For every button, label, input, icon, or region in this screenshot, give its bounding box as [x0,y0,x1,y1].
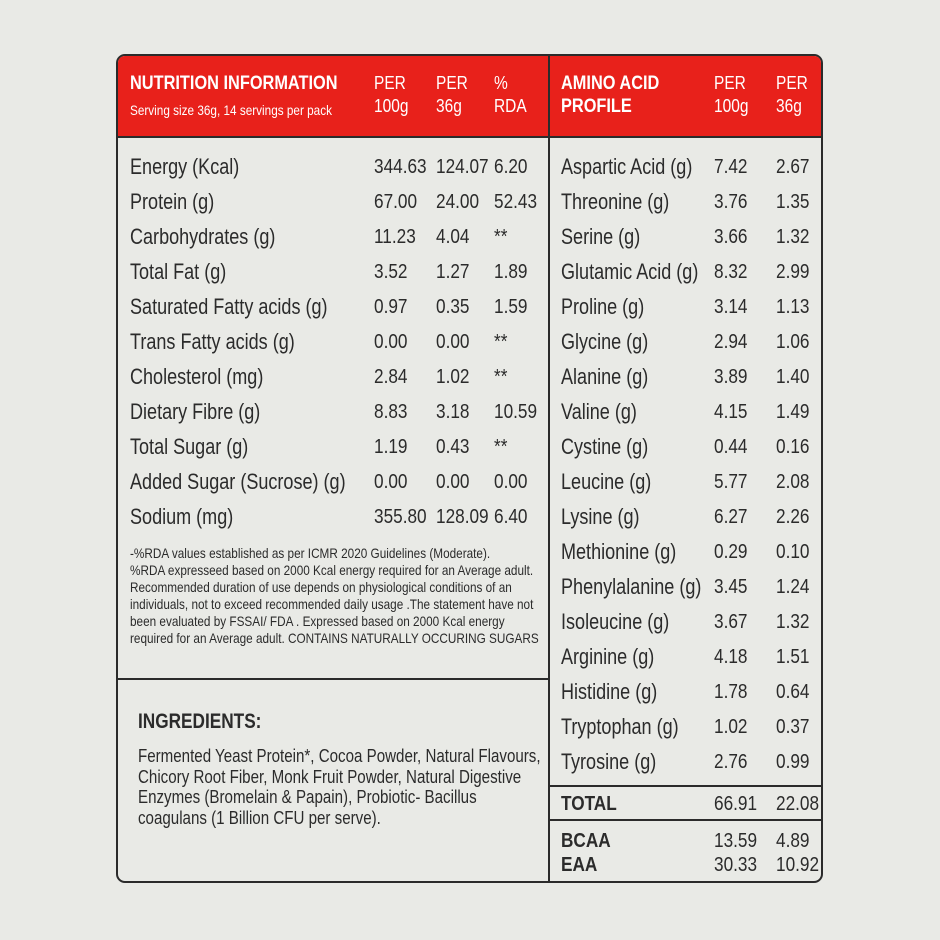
amino-per100: 3.67 [714,611,748,633]
nutrient-per36: 0.43 [436,436,470,458]
nutrient-rda: 1.59 [494,296,528,318]
serving-size: Serving size 36g, 14 servings per pack [130,102,332,118]
col-header-per100-line2: 100g [374,96,409,116]
amino-col-per100-line2: 100g [714,96,749,116]
amino-label: Lysine (g) [561,504,640,529]
nutrient-per36: 24.00 [436,191,480,213]
amino-per100: 6.27 [714,506,748,528]
amino-per36: 0.10 [776,541,810,563]
nutrient-label: Cholesterol (mg) [130,364,264,389]
eaa-per36: 10.92 [776,854,820,876]
amino-per100: 0.29 [714,541,748,563]
nutrient-per100: 67.00 [374,191,418,213]
amino-label: Valine (g) [561,399,637,424]
amino-label: Leucine (g) [561,469,652,494]
amino-per100: 3.14 [714,296,748,318]
nutrient-per100: 8.83 [374,401,408,423]
nutrient-per36: 1.27 [436,261,470,283]
nutrient-label: Added Sugar (Sucrose) (g) [130,469,346,494]
nutrient-rda: 10.59 [494,401,538,423]
nutrient-per36: 0.35 [436,296,470,318]
nutrient-per100: 2.84 [374,366,408,388]
nutrient-label: Carbohydrates (g) [130,224,276,249]
amino-label: Glutamic Acid (g) [561,259,699,284]
amino-per100: 4.18 [714,646,748,668]
nutrient-label: Trans Fatty acids (g) [130,329,295,354]
amino-per36: 0.37 [776,716,810,738]
note-line: %RDA expresseed based on 2000 Kcal energy required for an Average adult. [130,562,534,578]
amino-label: Glycine (g) [561,329,649,354]
amino-per36: 2.67 [776,156,810,178]
col-header-per36-line1: PER [436,73,468,93]
nutrient-per100: 0.00 [374,331,408,353]
col-header-per36-line2: 36g [436,96,462,116]
amino-title-line1: AMINO ACID [561,73,660,94]
nutrient-label: Total Fat (g) [130,259,227,284]
amino-per36: 1.49 [776,401,810,423]
nutrient-label: Energy (Kcal) [130,154,240,179]
nutrient-per36: 0.00 [436,471,470,493]
nutrient-per100: 1.19 [374,436,408,458]
amino-label: Isoleucine (g) [561,609,670,634]
amino-per100: 4.15 [714,401,748,423]
nutrient-rda: ** [494,331,508,353]
amino-label: Methionine (g) [561,539,677,564]
amino-per36: 1.40 [776,366,810,388]
total-per36: 22.08 [776,793,820,815]
nutrient-per36: 4.04 [436,226,470,248]
amino-per100: 3.45 [714,576,748,598]
amino-label: Cystine (g) [561,434,649,459]
nutrient-per100: 11.23 [374,226,416,248]
total-label: TOTAL [561,793,617,815]
eaa-label: EAA [561,854,598,876]
nutrient-label: Dietary Fibre (g) [130,399,261,424]
amino-per100: 3.89 [714,366,748,388]
nutrient-per100: 344.63 [374,156,427,178]
ingredient-line: Fermented Yeast Protein*, Cocoa Powder, Natural Flavours, [138,746,541,766]
note-line: -%RDA values established as per ICMR 2020 Guidelines (Moderate). [130,545,491,561]
amino-label: Arginine (g) [561,644,655,669]
amino-title-line2: PROFILE [561,96,632,117]
amino-label: Histidine (g) [561,679,658,704]
nutrient-per100: 0.97 [374,296,408,318]
amino-per100: 3.76 [714,191,748,213]
nutrient-rda: ** [494,366,508,388]
nutrient-per100: 3.52 [374,261,408,283]
amino-label: Alanine (g) [561,364,649,389]
amino-label: Tyrosine (g) [561,749,657,774]
amino-per100: 3.66 [714,226,748,248]
nutrient-label: Protein (g) [130,189,215,214]
amino-per36: 2.08 [776,471,810,493]
amino-label: Aspartic Acid (g) [561,154,693,179]
total-divider-bottom [549,819,823,821]
amino-label: Phenylalanine (g) [561,574,702,599]
nutrient-label: Saturated Fatty acids (g) [130,294,328,319]
ingredient-line: Enzymes (Bromelain & Papain), Probiotic- Bacillus [138,787,477,807]
nutrient-per36: 3.18 [436,401,470,423]
amino-per100: 1.78 [714,681,748,703]
amino-per36: 1.32 [776,226,810,248]
nutrient-per100: 0.00 [374,471,408,493]
nutrient-rda: 6.40 [494,506,528,528]
note-line: individuals, not to exceed recommended daily usage .The statement have not [130,596,534,612]
bcaa-per100: 13.59 [714,830,758,852]
amino-per36: 1.51 [776,646,810,668]
section-divider [118,678,549,680]
amino-label: Serine (g) [561,224,641,249]
total-per100: 66.91 [714,793,758,815]
ingredient-line: Chicory Root Fiber, Monk Fruit Powder, Natural Digestive [138,766,522,787]
amino-per36: 1.06 [776,331,810,353]
column-divider [548,56,550,881]
amino-per36: 2.99 [776,261,810,283]
col-header-rda-line2: RDA [494,96,527,116]
amino-per100: 2.94 [714,331,748,353]
nutrient-per36: 124.07 [436,156,489,178]
bcaa-label: BCAA [561,830,611,852]
amino-per100: 5.77 [714,471,748,493]
nutrient-rda: 1.89 [494,261,528,283]
note-line: required for an Average adult. CONTAINS NATURALLY OCCURING SUGARS [130,630,539,646]
amino-per100: 1.02 [714,716,748,738]
eaa-per100: 30.33 [714,854,758,876]
nutrient-per36: 128.09 [436,506,489,528]
amino-col-per36-line1: PER [776,73,808,93]
nutrient-rda: ** [494,226,508,248]
amino-per36: 0.16 [776,436,810,458]
amino-per100: 2.76 [714,751,748,773]
amino-per36: 1.24 [776,576,810,598]
amino-per36: 1.13 [776,296,810,318]
nutrition-title: NUTRITION INFORMATION [130,73,338,94]
nutrient-label: Total Sugar (g) [130,434,249,459]
amino-col-per100-line1: PER [714,73,746,93]
amino-per100: 0.44 [714,436,748,458]
nutrient-rda: 52.43 [494,191,538,213]
amino-label: Threonine (g) [561,189,670,214]
nutrition-label-panel [116,54,823,883]
nutrient-rda: 0.00 [494,471,528,493]
amino-per36: 0.64 [776,681,810,703]
amino-label: Proline (g) [561,294,645,319]
amino-per36: 1.32 [776,611,810,633]
total-divider-top [549,785,823,787]
amino-per100: 7.42 [714,156,748,178]
amino-per36: 1.35 [776,191,810,213]
note-line: been evaluated by FSSAI/ FDA . Expressed based on 2000 Kcal energy [130,613,505,629]
nutrient-per36: 0.00 [436,331,470,353]
col-header-rda-line1: % [494,73,508,93]
nutrient-label: Sodium (mg) [130,504,234,529]
nutrient-rda: 6.20 [494,156,528,178]
ingredient-line: coagulans (1 Billion CFU per serve). [138,807,381,828]
col-header-per100-line1: PER [374,73,406,93]
nutrient-per100: 355.80 [374,506,427,528]
bcaa-per36: 4.89 [776,830,810,852]
amino-per36: 0.99 [776,751,810,773]
nutrient-per36: 1.02 [436,366,470,388]
amino-label: Tryptophan (g) [561,714,679,739]
amino-per36: 2.26 [776,506,810,528]
ingredients-title: INGREDIENTS: [138,710,262,733]
nutrient-rda: ** [494,436,508,458]
amino-per100: 8.32 [714,261,748,283]
amino-col-per36-line2: 36g [776,96,802,116]
note-line: Recommended duration of use depends on physiological conditions of an [130,579,512,595]
